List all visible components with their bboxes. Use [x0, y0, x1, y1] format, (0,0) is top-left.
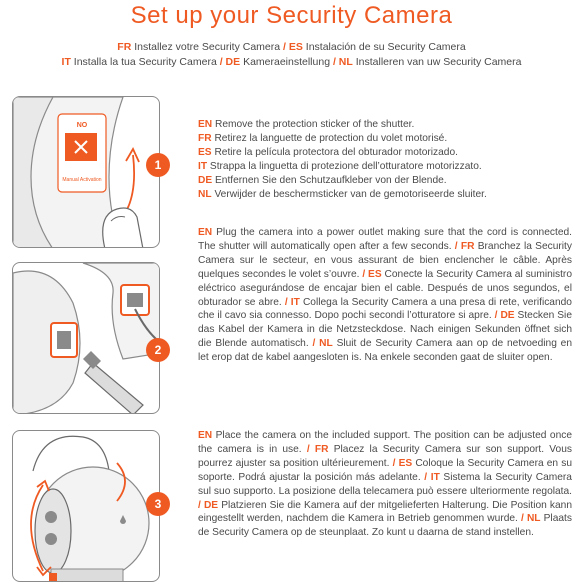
- instruction-text: Branchez la Security Camera sur le secteur, en vous assurant de bien enclencher le câble. Après quelques secondes le volet s’ouvre.: [198, 240, 572, 280]
- page-title: Set up your Security Camera: [130, 2, 453, 29]
- lang-code: ES: [288, 41, 303, 53]
- instruction-line: ES Retire la película protectora del obturador motorizado.: [198, 146, 458, 158]
- step-3-illustration: [12, 430, 160, 582]
- lang-code: ES: [398, 457, 413, 469]
- instruction-line: FR Retirez la languette de protection du volet motorisé.: [198, 132, 448, 144]
- camera-sticker-illustration: [13, 97, 160, 248]
- subtitle-line-2: IT Installa la tua Security Camera / DE Kameraeinstellung / NL Installeren van uw Security Camera: [61, 56, 522, 68]
- lang-code: NL: [319, 338, 333, 350]
- lang-code: IT: [290, 296, 300, 308]
- lang-code: ES: [368, 268, 382, 280]
- instruction-line: IT Strappa la linguetta di protezione dell’otturatore motorizzato.: [198, 160, 482, 172]
- step-number-1: 1: [146, 153, 170, 177]
- instruction-text: Platzieren Sie die Kamera auf der mitgelieferten Halterung. Die Position kann eingestellt werden, nachdem die Kamera in Betrieb genommen wurde.: [198, 499, 572, 525]
- lang-code: IT: [61, 56, 71, 68]
- lang-code: NL: [526, 513, 541, 525]
- instruction-text: Placez la Security Camera sur son support. Vous pourrez ajuster sa position ultérieurement.: [198, 443, 572, 469]
- step-2-instructions: EN Plug the camera into a power outlet making sure that the cord is connected. The shutter will automatically open after a few seconds. / FR Branchez la Security Camera sur le secteur, en vous assurant de bien enclencher le câble. Après quelques secondes le volet s’ouvre. / ES Conecte la Security Camera al suministro eléctrico asegurándose de encajar bien el cable. Después de unos segundos, el obturador se abre. / IT Collega la Security Camera a una presa di rete, verificando che il cavo sia connesso. Dopo pochi secondi l’otturatore si apre. / DE Stecken Sie das Kabel der Kamera in die Netzsteckdose. Nach einigen Sekunden öffnet sich die Blende automatisch. / NL Sluit de Security Camera aan op de netvoeding en let erop dat de kabel aangesloten is. Na enkele seconden gaat de sluiter open.: [198, 227, 572, 364]
- step-number-3: 3: [146, 492, 170, 516]
- subtitle-text: Kameraeinstellung: [243, 56, 331, 68]
- step-3-instructions: EN Place the camera on the included support. The position can be adjusted once the camera is in use. / FR Placez la Security Camera sur son support. Vous pourrez ajuster sa position ultérieurement. / ES Coloque la Security Camera en su soporte. Podrá ajustar la posición más adelante. / IT Sistema la Security Camera sul suo supporto. La posizione della telecamera può essere ulteriormente regolata. / DE Platzieren Sie die Kamera auf der mitgelieferten Halterung. Die Position kann eingestellt werden, nachdem die Kamera in Betrieb genommen wurde. / NL Plaats de Security Camera op de steunplaat. Zo kunt u daarna de stand instellen.: [198, 430, 572, 539]
- instruction-line: NL Verwijder de beschermsticker van de gemotoriseerde sluiter.: [198, 188, 487, 200]
- subtitle-text: Installa la tua Security Camera: [73, 56, 217, 68]
- subtitle-text: Installeren van uw Security Camera: [355, 56, 522, 68]
- lang-code: DE: [500, 310, 515, 322]
- instruction-text: Sistema la Security Camera sul suo supporto. La posizione della telecamera può essere ulteriormente regolata.: [198, 471, 572, 497]
- instruction-text: Collega la Security Camera a una presa di rete, verificando che il cavo sia connesso. Dopo pochi secondi l’otturatore si apre.: [198, 296, 572, 322]
- subtitle-text: Instalación de su Security Camera: [305, 41, 466, 53]
- instruction-text: Plaats de Security Camera op de steunplaat. Zo kunt u daarna de stand instellen.: [198, 513, 572, 539]
- lang-code: FR: [314, 443, 329, 455]
- sticker-label-bottom: Manual Activation: [62, 177, 102, 183]
- step-number-2: 2: [146, 338, 170, 362]
- instruction-text: Stecken Sie das Kabel der Kamera in die Netzsteckdose. Nach einigen Sekunden öffnet sich die Blende automatisch.: [198, 310, 572, 350]
- lang-code: EN: [198, 430, 213, 441]
- lang-code: EN: [198, 227, 213, 238]
- camera-support-illustration: [13, 431, 160, 582]
- subtitle-text: Installez votre Security Camera: [134, 41, 281, 53]
- instruction-line: EN Remove the protection sticker of the shutter.: [198, 119, 415, 130]
- subtitle-line-1: FR Installez votre Security Camera / ES Instalación de su Security Camera: [117, 41, 466, 53]
- lang-code: IT: [430, 471, 440, 483]
- instruction-text: Plug the camera into a power outlet making sure that the cord is connected. The shutter will automatically open after a few seconds.: [198, 227, 572, 252]
- instruction-text: Coloque la Security Camera en su soporte. Podrá ajustar la posición más adelante.: [198, 457, 572, 483]
- camera-plug-illustration: [13, 263, 160, 414]
- lang-code: NL: [338, 56, 353, 68]
- lang-code: FR: [460, 240, 475, 252]
- instruction-text: Conecte la Security Camera al suministro eléctrico asegurándose de encajar bien el cable. Después de unos segundos, el obturador se abre.: [198, 268, 572, 308]
- step-1-instructions: [198, 118, 487, 201]
- step-1-illustration: [12, 96, 160, 248]
- instruction-line: DE Entfernen Sie den Schutzaufkleber von der Blende.: [198, 174, 447, 186]
- lang-code: FR: [117, 41, 132, 53]
- step-2-illustration: [12, 262, 160, 414]
- instruction-text: Place the camera on the included support. The position can be adjusted once the camera is in use.: [198, 430, 572, 455]
- sticker-label-top: NO: [76, 122, 88, 129]
- lang-code: DE: [203, 499, 219, 511]
- instruction-text: Sluit de Security Camera aan op de netvoeding en let erop dat de kabel aangesloten is. Na enkele seconden gaat de sluiter open.: [198, 338, 572, 364]
- lang-code: DE: [225, 56, 241, 68]
